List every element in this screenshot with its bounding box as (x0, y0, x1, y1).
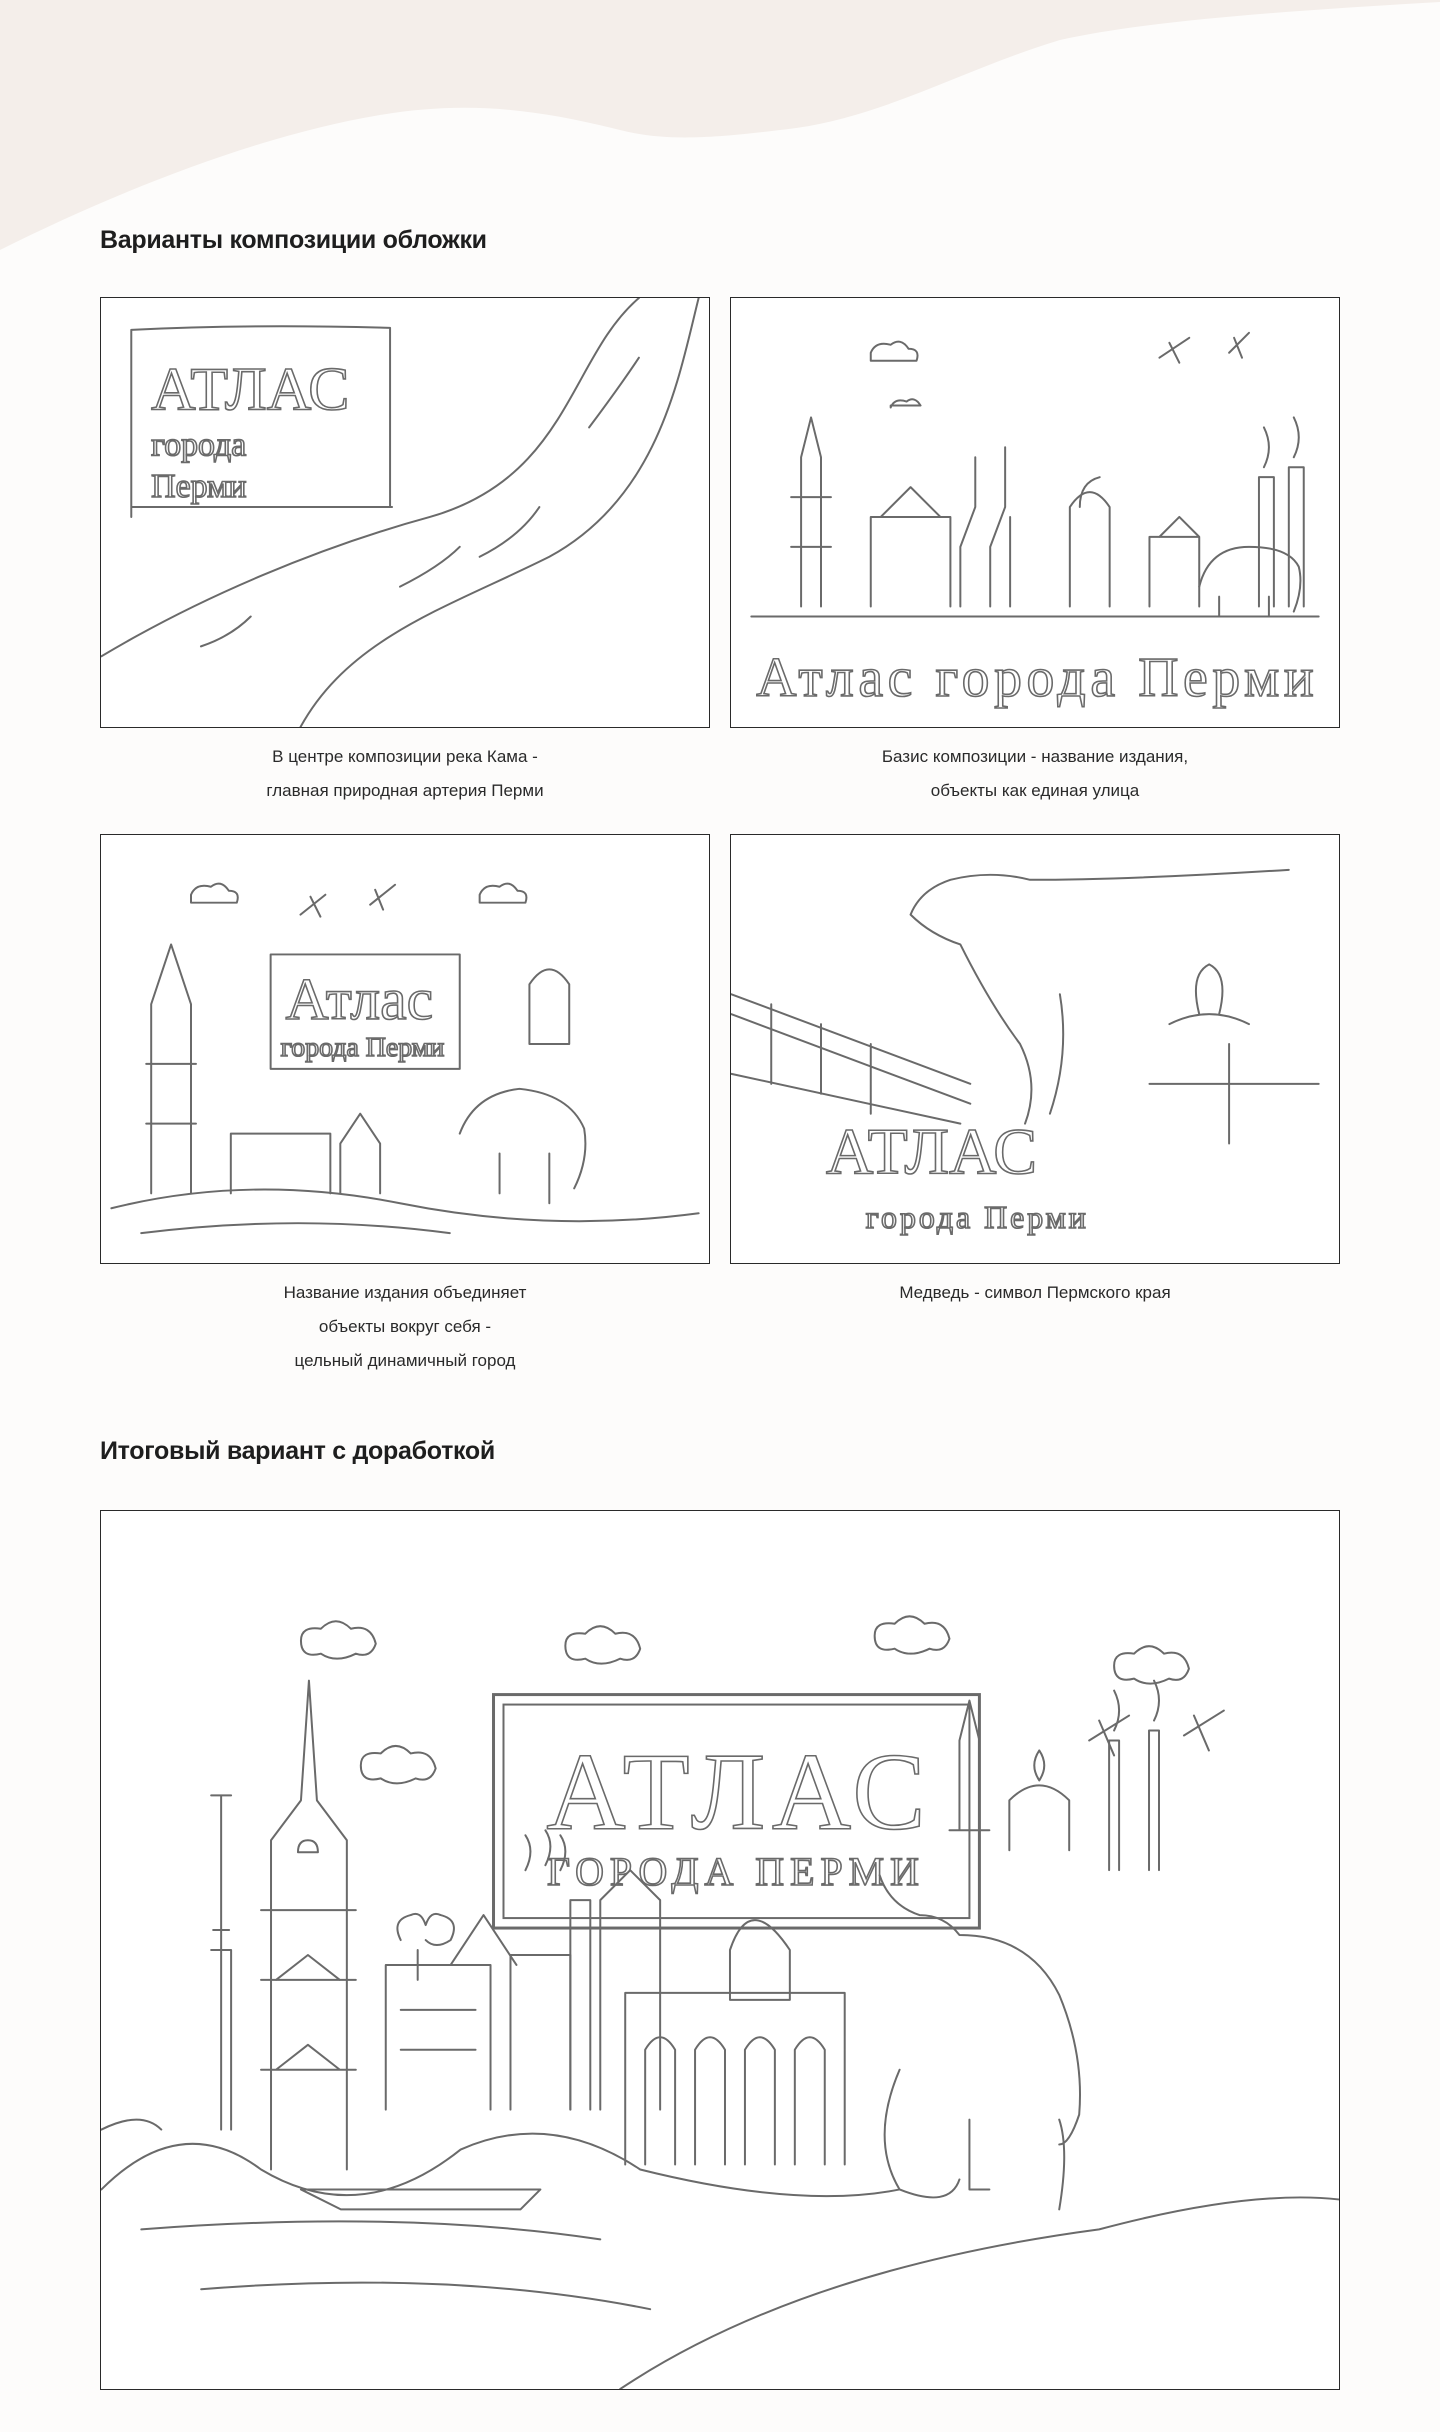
caption-variant-1: В центре композиции река Кама - главная природная артерия Перми (266, 747, 544, 800)
caption-variant-3: Название издания объединяет объекты вокруг себя - цельный динамичный город (283, 1283, 527, 1370)
logo-subtitle-2: Перми (151, 468, 247, 506)
logo-title: АТЛАС (825, 1115, 1038, 1189)
logo-subtitle-1: города (151, 426, 247, 464)
decorative-wave (0, 0, 1440, 260)
caption-variant-4: Медведь - символ Пермского края (899, 1283, 1171, 1302)
logo-subtitle: города Перми (280, 1031, 445, 1063)
sketch-variant-river (100, 297, 710, 728)
logo-subtitle: ГОРОДА ПЕРМИ (547, 1849, 925, 1895)
logo-title: Атлас города Перми (756, 647, 1314, 710)
logo-subtitle: города Перми (865, 1200, 1089, 1236)
sketch-variant-unified (100, 834, 710, 1264)
logo-title: АТЛАС (151, 355, 350, 424)
sketch-variant-bear (730, 834, 1340, 1264)
sketch-final-cover (100, 1510, 1340, 2390)
logo-title: Атлас (285, 966, 434, 1033)
section-title-final: Итоговый вариант с доработкой (100, 1437, 495, 1465)
caption-variant-2: Базис композиции - название издания, объекты как единая улица (881, 747, 1189, 800)
section-title-variants: Варианты композиции обложки (100, 226, 487, 254)
logo-title: АТЛАС (546, 1730, 926, 1853)
sketch-variant-street (730, 297, 1340, 728)
